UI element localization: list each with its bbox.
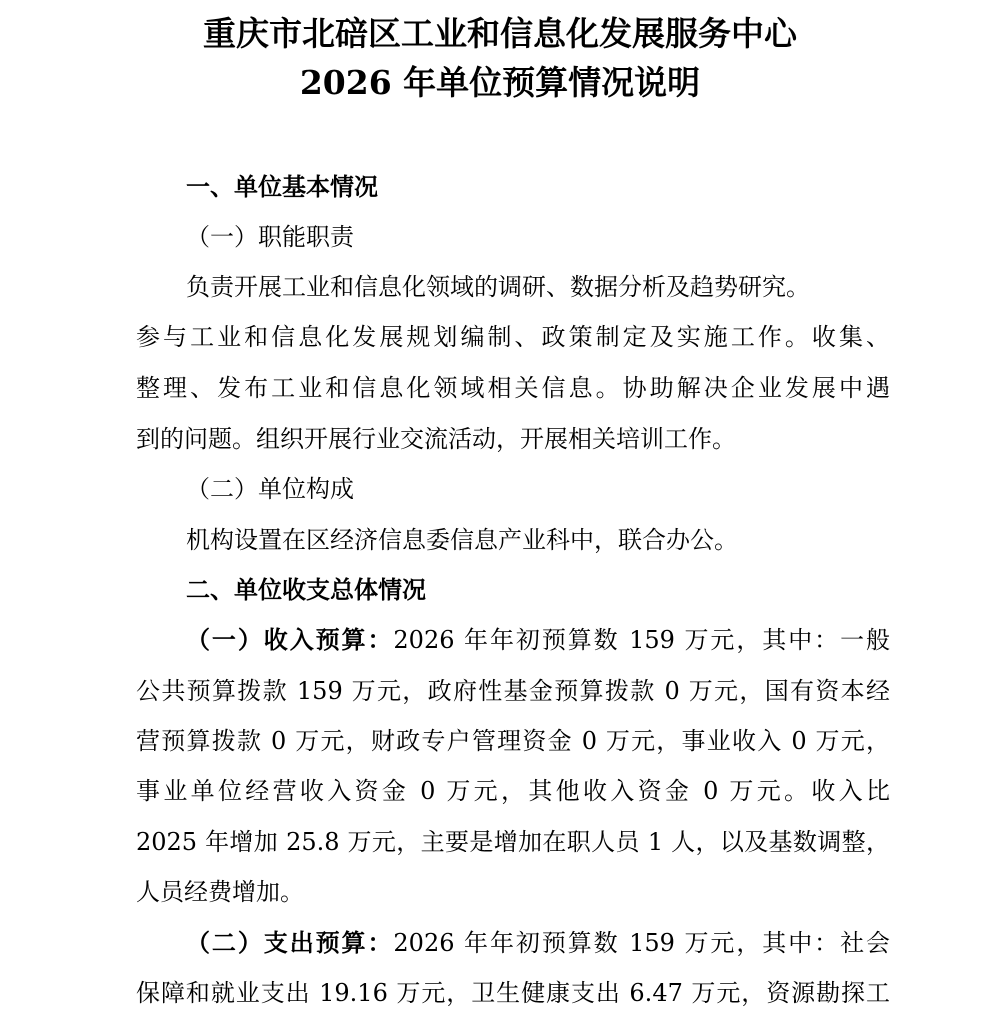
income-text: 2026 年年初预算数 159 万元，其中：一般 (393, 626, 890, 654)
paragraph-line: 机构设置在区经济信息委信息产业科中，联合办公。 (186, 526, 738, 554)
paragraph-line: 参与工业和信息化发展规划编制、政策制定及实施工作。收集、 (136, 323, 890, 351)
paragraph-line: 公共预算拨款 159 万元，政府性基金预算拨款 0 万元，国有资本经 (136, 677, 890, 705)
expense-first-line (186, 928, 890, 958)
income-first-line (186, 625, 890, 655)
paragraph-line: 营预算拨款 0 万元，财政专户管理资金 0 万元，事业收入 0 万元， (136, 727, 890, 755)
document-title-line2: 2026 年单位预算情况说明 (299, 63, 701, 102)
paragraph-line: 整理、发布工业和信息化领域相关信息。协助解决企业发展中遇 (136, 374, 890, 402)
document-title-line1: 重庆市北碚区工业和信息化发展服务中心 (203, 14, 797, 53)
income-label: （一）收入预算： (186, 625, 394, 654)
paragraph-line: 人员经费增加。 (136, 878, 304, 906)
section1-sub1-heading: （一）职能职责 (186, 223, 354, 251)
expense-label: （二）支出预算： (186, 928, 394, 957)
paragraph-line: 负责开展工业和信息化领域的调研、数据分析及趋势研究。 (186, 273, 810, 301)
paragraph-line: 保障和就业支出 19.16 万元，卫生健康支出 6.47 万元，资源勘探工 (136, 979, 890, 1007)
paragraph-line: 到的问题。组织开展行业交流活动，开展相关培训工作。 (136, 425, 736, 453)
section1-sub2-heading: （二）单位构成 (186, 475, 354, 503)
expense-text: 2026 年年初预算数 159 万元，其中：社会 (393, 929, 890, 957)
paragraph-line: 2025 年增加 25.8 万元，主要是增加在职人员 1 人，以及基数调整， (136, 828, 890, 856)
paragraph-line: 事业单位经营收入资金 0 万元，其他收入资金 0 万元。收入比 (136, 777, 890, 805)
section2-heading: 二、单位收支总体情况 (186, 575, 426, 604)
section1-heading: 一、单位基本情况 (186, 172, 378, 201)
